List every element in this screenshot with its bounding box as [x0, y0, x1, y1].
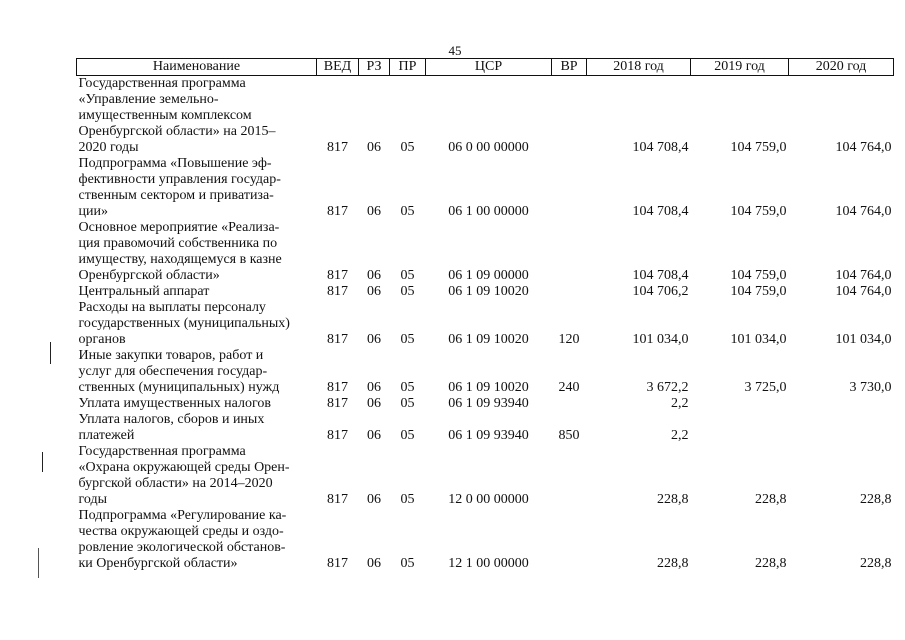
row-vr: [552, 284, 587, 300]
row-vr: [552, 156, 587, 220]
row-name-line: «Управление земельно-: [78, 92, 219, 107]
row-rz: 06: [367, 396, 381, 411]
row-2019: 104 759,0: [730, 268, 787, 283]
row-ved: 817: [327, 268, 348, 283]
row-ved: 817: [327, 492, 348, 507]
row-2019: 101 034,0: [730, 332, 787, 347]
row-csr: 06 1 09 10020: [448, 380, 529, 395]
row-vr: [552, 444, 587, 508]
row-pr: 05: [400, 268, 415, 283]
row-name: [77, 348, 317, 396]
row-name-line: платежей: [78, 428, 135, 443]
table-header: [77, 59, 894, 76]
row-2018: 2,2: [671, 396, 689, 411]
table-row: [77, 220, 894, 284]
header-ved: ВЕД: [317, 59, 359, 76]
row-name: [77, 444, 317, 508]
row-name: [77, 284, 317, 300]
row-2018: 104 708,4: [632, 140, 689, 155]
table-row: [77, 508, 894, 572]
row-name-line: годы: [78, 492, 108, 507]
scan-artifact-mark: [50, 342, 51, 364]
row-2018: 104 708,4: [632, 268, 689, 283]
row-csr: 12 1 00 00000: [448, 556, 529, 571]
header-rz: РЗ: [359, 59, 390, 76]
row-2019: 104 759,0: [730, 204, 787, 219]
row-name-line: Подпрограмма «Повышение эф-: [78, 156, 272, 171]
table-row: [77, 412, 894, 444]
row-name-line: Иные закупки товаров, работ и: [78, 348, 264, 363]
row-name-line: «Охрана окружающей среды Орен-: [78, 460, 290, 475]
table-row: [77, 156, 894, 220]
row-pr: 05: [400, 396, 415, 411]
row-name-line: Государственная программа: [78, 76, 246, 91]
row-2019: [691, 396, 789, 412]
row-csr: 06 1 09 10020: [448, 284, 529, 299]
row-csr: 06 1 00 00000: [448, 204, 529, 219]
row-name-line: фективности управления государ-: [78, 172, 281, 187]
row-2019: 228,8: [755, 492, 787, 507]
row-name-line: чества окружающей среды и оздо-: [78, 524, 284, 539]
row-2019: 228,8: [755, 556, 787, 571]
row-name: [77, 156, 317, 220]
row-name-line: ровление экологической обстанов-: [78, 540, 286, 555]
row-csr: 06 1 09 00000: [448, 268, 529, 283]
row-2018: 2,2: [671, 428, 689, 443]
budget-table: [76, 58, 894, 572]
row-csr: 06 1 09 93940: [448, 428, 529, 443]
row-ved: 817: [327, 428, 348, 443]
table-row: [77, 284, 894, 300]
row-csr: 06 0 00 00000: [448, 140, 529, 155]
row-pr: 05: [400, 204, 415, 219]
page-number: 45: [448, 43, 462, 58]
row-ved: 817: [327, 556, 348, 571]
row-rz: 06: [367, 268, 381, 283]
row-name-line: ции»: [78, 204, 108, 219]
row-csr: 06 1 09 93940: [448, 396, 529, 411]
row-name-line: Уплата налогов, сборов и иных: [78, 412, 265, 427]
row-rz: 06: [367, 380, 381, 395]
row-name-line: имуществу, находящемуся в казне: [78, 252, 282, 267]
row-2020: 101 034,0: [835, 332, 892, 347]
row-pr: 05: [400, 140, 415, 155]
row-2020: 228,8: [860, 556, 892, 571]
row-name-line: Уплата имущественных налогов: [78, 396, 271, 411]
row-name-line: Основное мероприятие «Реализа-: [78, 220, 280, 235]
row-rz: 06: [367, 332, 381, 347]
row-2018: 228,8: [657, 556, 689, 571]
row-2018: 101 034,0: [632, 332, 689, 347]
row-2020: 228,8: [860, 492, 892, 507]
row-name-line: услуг для обеспечения государ-: [78, 364, 268, 379]
row-rz: 06: [367, 284, 381, 299]
row-rz: 06: [367, 556, 381, 571]
row-pr: 05: [400, 332, 415, 347]
table-row: [77, 300, 894, 348]
row-2019: 104 759,0: [730, 140, 787, 155]
row-name-line: Государственная программа: [78, 444, 246, 459]
row-ved: 817: [327, 332, 348, 347]
row-name: [77, 412, 317, 444]
row-ved: 817: [327, 140, 348, 155]
row-ved: 817: [327, 396, 348, 411]
row-name-line: Центральный аппарат: [78, 284, 210, 299]
header-csr: ЦСР: [426, 59, 552, 76]
row-vr: 240: [558, 380, 580, 395]
row-2020: 104 764,0: [835, 268, 892, 283]
row-name-line: бургской области» на 2014–2020: [78, 476, 273, 491]
header-2019: 2019 год: [691, 59, 789, 76]
row-vr: 850: [558, 428, 580, 443]
row-2019: [691, 412, 789, 444]
row-csr: 06 1 09 10020: [448, 332, 529, 347]
row-ved: 817: [327, 284, 348, 299]
row-pr: 05: [400, 428, 415, 443]
row-vr: [552, 508, 587, 572]
row-2020: [789, 396, 894, 412]
row-csr: 12 0 00 00000: [448, 492, 529, 507]
row-rz: 06: [367, 204, 381, 219]
header-2020: 2020 год: [789, 59, 894, 76]
row-2018: 3 672,2: [646, 380, 689, 395]
row-name: [77, 220, 317, 284]
table-row: [77, 76, 894, 157]
row-name-line: Оренбургской области»: [78, 268, 220, 283]
row-name-line: Оренбургской области» на 2015–: [78, 124, 276, 139]
row-vr: [552, 76, 587, 157]
row-name-line: имущественным комплексом: [78, 108, 252, 123]
row-2018: 228,8: [657, 492, 689, 507]
row-2018: 104 706,2: [632, 284, 689, 299]
row-name: [77, 396, 317, 412]
row-name-line: ция правомочий собственника по: [78, 236, 278, 251]
header-pr: ПР: [390, 59, 426, 76]
row-2020: 104 764,0: [835, 204, 892, 219]
row-name-line: Подпрограмма «Регулирование ка-: [78, 508, 287, 523]
header-vr: ВР: [552, 59, 587, 76]
row-2019: 104 759,0: [730, 284, 787, 299]
row-name: [77, 76, 317, 157]
row-pr: 05: [400, 284, 415, 299]
row-name-line: ки Оренбургской области»: [78, 556, 238, 571]
header-name: Наименование: [77, 59, 317, 76]
row-name-line: ственных (муниципальных) нужд: [78, 380, 280, 395]
row-pr: 05: [400, 492, 415, 507]
scan-artifact-mark: [42, 452, 43, 472]
row-name-line: государственных (муниципальных): [78, 316, 290, 331]
table-row: [77, 396, 894, 412]
row-rz: 06: [367, 492, 381, 507]
row-vr: [552, 220, 587, 284]
table-body: [77, 76, 894, 573]
row-ved: 817: [327, 380, 348, 395]
table-row: [77, 444, 894, 508]
row-2020: 3 730,0: [849, 380, 892, 395]
header-2018: 2018 год: [587, 59, 691, 76]
row-name-line: 2020 годы: [78, 140, 139, 155]
row-name-line: органов: [78, 332, 126, 347]
row-name: [77, 300, 317, 348]
row-name: [77, 508, 317, 572]
table-row: [77, 348, 894, 396]
row-pr: 05: [400, 556, 415, 571]
row-vr: 120: [558, 332, 580, 347]
row-rz: 06: [367, 140, 381, 155]
row-2020: [789, 412, 894, 444]
row-2019: 3 725,0: [744, 380, 787, 395]
row-2020: 104 764,0: [835, 284, 892, 299]
row-name-line: Расходы на выплаты персоналу: [78, 300, 266, 315]
scan-artifact-mark: [38, 548, 39, 578]
row-name-line: ственным сектором и приватиза-: [78, 188, 274, 203]
row-rz: 06: [367, 428, 381, 443]
row-ved: 817: [327, 204, 348, 219]
row-vr: [552, 396, 587, 412]
row-2020: 104 764,0: [835, 140, 892, 155]
row-pr: 05: [400, 380, 415, 395]
row-2018: 104 708,4: [632, 204, 689, 219]
